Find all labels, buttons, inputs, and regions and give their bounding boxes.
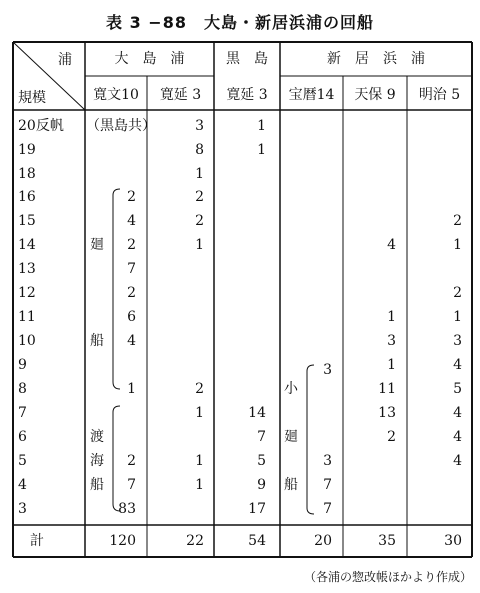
cell-kanbun10: 83 <box>118 501 136 517</box>
cell-kanen3-oshima: 2 <box>195 213 204 229</box>
cell-tenpo9: 4 <box>387 237 396 253</box>
row-label: 7 <box>18 405 27 421</box>
total-cell: 120 <box>109 533 136 549</box>
col-kanbun10-header: 寛文10 <box>93 87 139 103</box>
cell-kanen3-oshima: 1 <box>195 237 204 253</box>
total-cell: 30 <box>444 533 462 549</box>
row-label: 5 <box>18 453 27 469</box>
row-label: 10 <box>18 333 36 349</box>
kobune-label: 廻 <box>284 429 298 445</box>
row-label: 4 <box>18 477 27 493</box>
row-label: 16 <box>18 189 36 205</box>
cell-meiji5: 3 <box>453 333 462 349</box>
kurojima-tomo-note: （黒島共） <box>86 118 156 134</box>
kaisen-label: 船 <box>90 333 104 349</box>
cell-kanbun10: 2 <box>127 453 136 469</box>
cell-kanbun10: 2 <box>127 237 136 253</box>
cell-meiji5: 4 <box>453 405 462 421</box>
total-cell: 20 <box>314 533 332 549</box>
cell-tenpo9: 3 <box>387 333 396 349</box>
cell-horeki14: 7 <box>323 501 332 517</box>
kaisen-label: 廻 <box>90 237 104 253</box>
group-kurojima-header: 黒 島 <box>226 51 268 67</box>
row-label: 15 <box>18 213 36 229</box>
cell-kanen3-oshima: 1 <box>195 166 204 182</box>
cell-meiji5: 1 <box>453 237 462 253</box>
col-meiji5-header: 明治 5 <box>418 87 461 103</box>
cell-kanbun10: 4 <box>127 333 136 349</box>
cell-horeki14: 3 <box>323 362 332 378</box>
cell-kanen3-kurojima: 1 <box>257 142 266 158</box>
col-tenpo9-header: 天保 9 <box>354 87 396 103</box>
cell-kanbun10: 6 <box>127 309 136 325</box>
cell-kanbun10: 1 <box>127 381 136 397</box>
cell-kanbun10: 2 <box>127 189 136 205</box>
row-label: 9 <box>18 357 27 373</box>
cell-kanen3-kurojima: 14 <box>248 405 266 421</box>
cell-kanen3-oshima: 2 <box>195 381 204 397</box>
table-title: 表 3 −88 大島・新居浜浦の回船 <box>106 13 374 32</box>
cell-tenpo9: 1 <box>387 309 396 325</box>
row-label: 20反帆 <box>18 118 64 134</box>
cell-meiji5: 2 <box>453 285 462 301</box>
tokaisen-label: 海 <box>90 453 104 469</box>
cell-kanen3-oshima: 2 <box>195 189 204 205</box>
cell-kanen3-kurojima: 9 <box>257 477 266 493</box>
kobune-label: 船 <box>284 477 298 493</box>
cell-kanbun10: 7 <box>127 477 136 493</box>
group-niihama-header: 新 居 浜 浦 <box>327 51 425 67</box>
cell-horeki14: 3 <box>323 453 332 469</box>
tokaisen-label: 船 <box>90 477 104 493</box>
row-label: 8 <box>18 381 27 397</box>
total-cell: 22 <box>186 533 204 549</box>
cell-kanen3-oshima: 8 <box>195 142 204 158</box>
row-label: 12 <box>18 285 36 301</box>
cell-meiji5: 5 <box>453 381 462 397</box>
total-cell: 54 <box>248 533 266 549</box>
row-label: 13 <box>18 261 36 277</box>
cell-horeki14: 7 <box>323 477 332 493</box>
cell-kanen3-kurojima: 5 <box>257 453 266 469</box>
row-label: 14 <box>18 237 36 253</box>
cell-kanen3-oshima: 1 <box>195 477 204 493</box>
row-label: 6 <box>18 429 27 445</box>
cell-kanen3-oshima: 1 <box>195 405 204 421</box>
row-label: 11 <box>18 309 36 325</box>
source-note: （各浦の惣改帳ほかより作成） <box>303 570 472 584</box>
row-label: 19 <box>18 142 36 158</box>
cell-kanen3-kurojima: 17 <box>248 501 266 517</box>
cell-kanen3-oshima: 3 <box>195 118 204 134</box>
cell-kanen3-kurojima: 1 <box>257 118 266 134</box>
corner-ura-label: 浦 <box>58 52 72 68</box>
cell-tenpo9: 11 <box>378 381 396 397</box>
cell-tenpo9: 13 <box>378 405 396 421</box>
total-cell: 35 <box>378 533 396 549</box>
col-kanen3-kurojima-header: 寛延 3 <box>226 87 268 103</box>
cell-kanbun10: 4 <box>127 213 136 229</box>
corner-kibo-label: 規模 <box>18 90 46 106</box>
cell-meiji5: 4 <box>453 357 462 373</box>
row-label: 18 <box>18 166 36 182</box>
cell-kanbun10: 7 <box>127 261 136 277</box>
col-kanen3-oshima-header: 寛延 3 <box>159 87 202 103</box>
total-label: 計 <box>30 533 44 549</box>
cell-tenpo9: 2 <box>387 429 396 445</box>
cell-meiji5: 1 <box>453 309 462 325</box>
row-label: 3 <box>18 501 27 517</box>
cell-meiji5: 4 <box>453 429 462 445</box>
col-horeki14-header: 宝暦14 <box>288 87 335 103</box>
cell-meiji5: 2 <box>453 213 462 229</box>
cell-meiji5: 4 <box>453 453 462 469</box>
tokaisen-label: 渡 <box>90 429 104 445</box>
cell-tenpo9: 1 <box>387 357 396 373</box>
kobune-label: 小 <box>284 381 298 397</box>
cell-kanen3-oshima: 1 <box>195 453 204 469</box>
group-oshima-header: 大 島 浦 <box>114 51 185 67</box>
cell-kanbun10: 2 <box>127 285 136 301</box>
cell-kanen3-kurojima: 7 <box>257 429 266 445</box>
